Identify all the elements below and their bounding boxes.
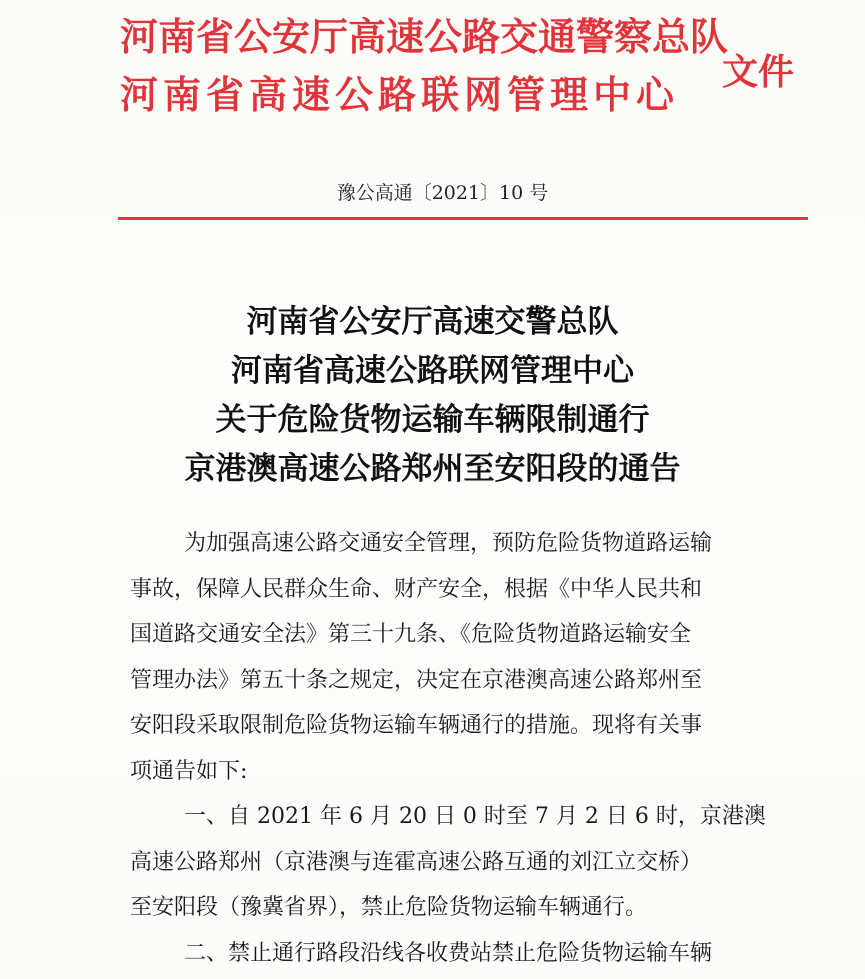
body-line: 项通告如下: bbox=[130, 758, 248, 784]
notice-body bbox=[130, 521, 766, 976]
header-org-line-1: 河南省公安厅高速公路交通警察总队 bbox=[120, 14, 729, 59]
red-divider bbox=[118, 217, 808, 220]
header-org-line-2: 河南省高速公路联网管理中心 bbox=[120, 72, 680, 117]
body-line: 二、禁止通行路段沿线各收费站禁止危险货物运输车辆 bbox=[184, 940, 713, 966]
title-line: 关于危险货物运输车辆限制通行 bbox=[215, 402, 650, 438]
header-suffix: 文件 bbox=[722, 51, 795, 93]
body-line: 国道路交通安全法》第三十九条、《危险货物道路运输安全 bbox=[130, 622, 692, 647]
title-line: 京港澳高速公路郑州至安阳段的通告 bbox=[184, 451, 681, 487]
body-line: 高速公路郑州（京港澳与连霍高速公路互通的刘江立交桥） bbox=[130, 849, 703, 875]
body-line: 安阳段采取限制危险货物运输车辆通行的措施。现将有关事 bbox=[130, 713, 703, 738]
document-number: 豫公高通〔2021〕10 号 bbox=[336, 182, 549, 204]
title-line: 河南省高速公路联网管理中心 bbox=[231, 353, 634, 389]
notice-title bbox=[0, 298, 865, 494]
body-line: 事故，保障人民群众生命、财产安全，根据《中华人民共和 bbox=[130, 576, 703, 602]
body-line: 至安阳段（豫冀省界），禁止危险货物运输车辆通行。 bbox=[130, 895, 648, 920]
body-line: 管理办法》第五十条之规定，决定在京港澳高速公路郑州至 bbox=[130, 667, 703, 693]
title-line: 河南省公安厅高速交警总队 bbox=[246, 304, 619, 340]
body-line: 一、自 2021 年 6 月 20 日 0 时至 7 月 2 日 6 时，京港澳 bbox=[184, 804, 766, 829]
body-line: 为加强高速公路交通安全管理，预防危险货物道路运输 bbox=[184, 531, 713, 556]
